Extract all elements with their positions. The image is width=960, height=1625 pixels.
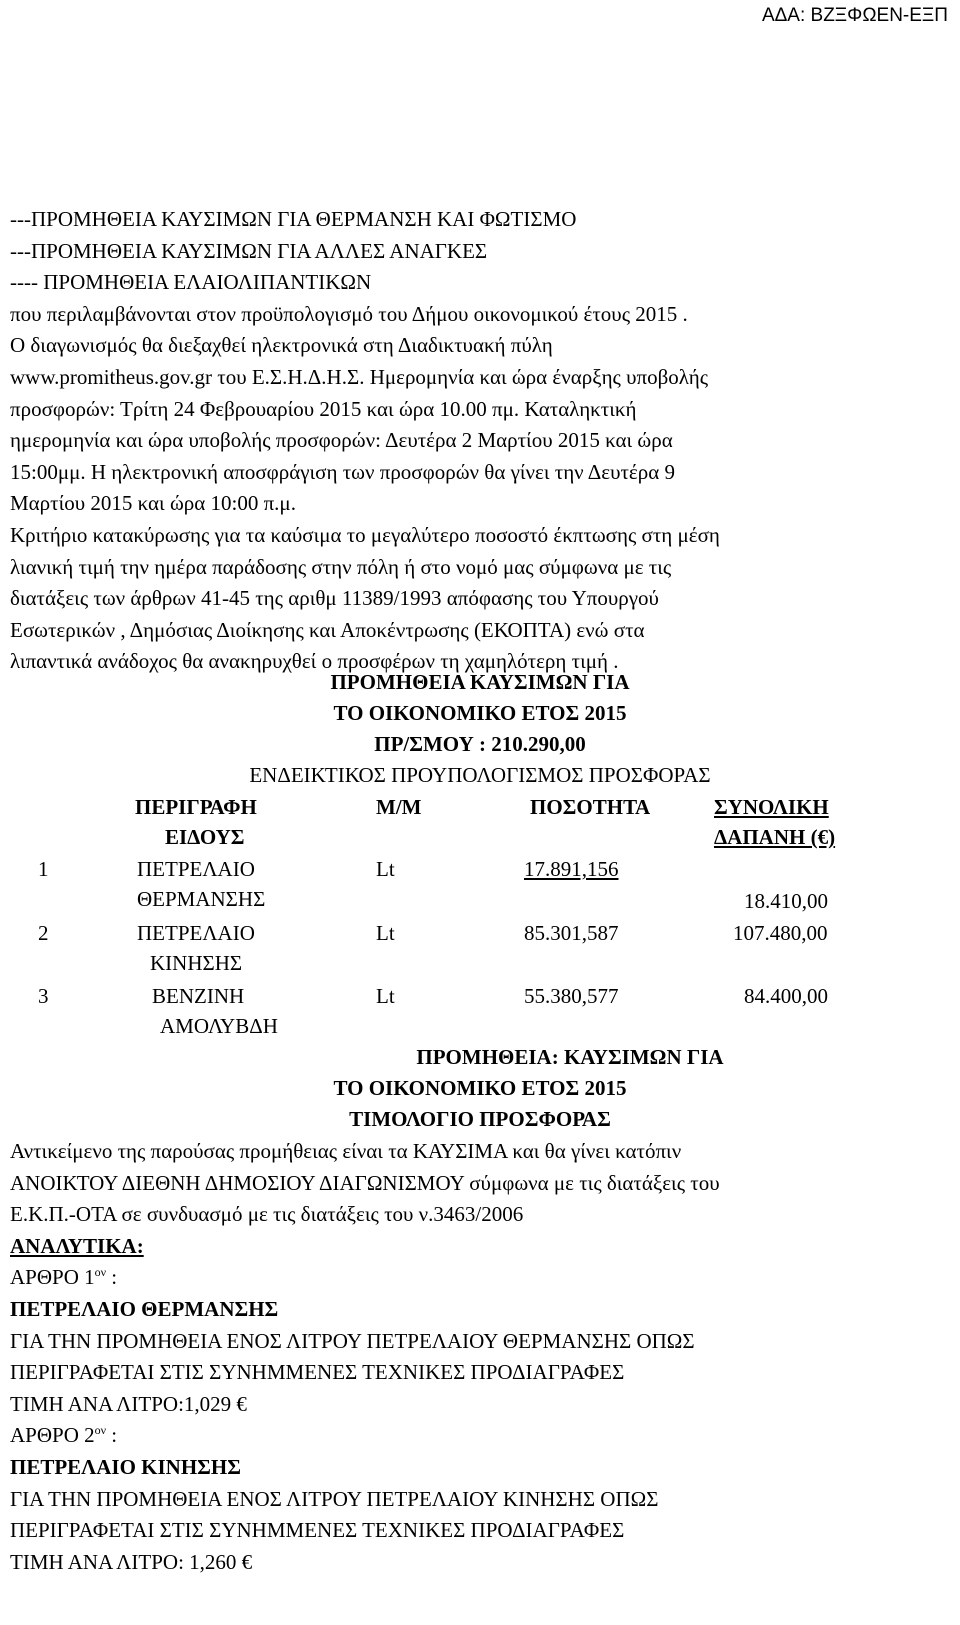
body-line: ΑΝΟΙΚΤΟΥ ΔΙΕΘΝΗ ΔΗΜΟΣΙΟΥ ΔΙΑΓΩΝΙΣΜΟΥ σύμφωνα με τις διατάξεις του xyxy=(10,1170,720,1195)
intro-line: λιπαντικά ανάδοχος θα ανακηρυχθεί ο προσφέρων τη χαμηλότερη τιμή . xyxy=(10,649,619,674)
intro-line: ---ΠΡΟΜΗΘΕΙΑ ΚΑΥΣΙΜΩΝ ΓΙΑ ΑΛΛΕΣ ΑΝΑΓΚΕΣ xyxy=(10,238,488,263)
row-unit: Lt xyxy=(376,921,395,945)
article-1-label xyxy=(10,1262,940,1294)
section2-title-1: ΠΡΟΜΗΘΕΙΑ: ΚΑΥΣΙΜΩΝ ΓΙΑ xyxy=(416,1045,724,1069)
row-desc-2: ΘΕΡΜΑΝΣΗΣ xyxy=(137,887,266,911)
header-desc-1: ΠΕΡΙΓΡΑΦΗ xyxy=(135,795,257,819)
row-desc-1: ΠΕΤΡΕΛΑΙΟ xyxy=(137,921,255,945)
article-1-title: ΠΕΤΡΕΛΑΙΟ ΘΕΡΜΑΝΣΗΣ xyxy=(10,1296,279,1321)
body-line: Ε.Κ.Π.-ΟΤΑ σε συνδυασμό με τις διατάξεις του ν.3463/2006 xyxy=(10,1202,524,1227)
row-unit: Lt xyxy=(376,857,395,881)
intro-line: προσφορών: Τρίτη 24 Φεβρουαρίου 2015 και ώρα 10.00 πμ. Καταληκτική xyxy=(10,396,637,421)
row-total: 18.410,00 xyxy=(744,889,828,913)
intro-line: 15:00μμ. Η ηλεκτρονική αποσφράγιση των προσφορών θα γίνει την Δευτέρα 9 xyxy=(10,459,675,484)
article-2-title: ΠΕΤΡΕΛΑΙΟ ΚΙΝΗΣΗΣ xyxy=(10,1454,241,1479)
article-1-line: ΓΙΑ ΤΗΝ ΠΡΟΜΗΘΕΙΑ ΕΝΟΣ ΛΙΤΡΟΥ ΠΕΤΡΕΛΑΙΟΥ ΘΕΡΜΑΝΣΗΣ ΟΠΩΣ xyxy=(10,1328,695,1353)
intro-text xyxy=(10,204,940,678)
section1-title-1: ΠΡΟΜΗΘΕΙΑ ΚΑΥΣΙΜΩΝ ΓΙΑ xyxy=(330,670,630,694)
row-number: 2 xyxy=(38,921,49,945)
row-qty: 85.301,587 xyxy=(524,921,619,945)
intro-line: Κριτήριο κατακύρωσης για τα καύσιμα το μεγαλύτερο ποσοστό έκπτωσης στη μέση xyxy=(10,522,720,547)
intro-line: ---- ΠΡΟΜΗΘΕΙΑ ΕΛΑΙΟΛΙΠΑΝΤΙΚΩΝ xyxy=(10,270,372,295)
article-1-price: ΤΙΜΗ ΑΝΑ ΛΙΤΡΟ:1,029 € xyxy=(10,1391,247,1416)
article-1-suffix: ον xyxy=(94,1265,107,1280)
section1-subtitle: ΕΝΔΕΙΚΤΙΚΟΣ ΠΡΟΥΠΟΛΟΓΙΣΜΟΣ ΠΡΟΣΦΟΡΑΣ xyxy=(249,763,711,787)
row-number: 1 xyxy=(38,857,49,881)
row-total: 107.480,00 xyxy=(733,921,828,945)
section2-title-2: ΤΟ ΟΙΚΟΝΟΜΙΚΟ ΕΤΟΣ 2015 xyxy=(333,1076,627,1100)
header-desc-2: ΕΙΔΟΥΣ xyxy=(165,825,245,849)
section1-title-3: ΠΡ/ΣΜΟΥ : 210.290,00 xyxy=(374,732,586,756)
row-desc-1: ΒΕΝΖΙΝΗ xyxy=(152,984,245,1008)
intro-line: διατάξεις των άρθρων 41-45 της αριθμ 11389/1993 απόφασης του Υπουργού xyxy=(10,586,659,611)
intro-line: Ο διαγωνισμός θα διεξαχθεί ηλεκτρονικά στη Διαδικτυακή πύλη xyxy=(10,333,553,358)
section2-title-3: ΤΙΜΟΛΟΓΙΟ ΠΡΟΣΦΟΡΑΣ xyxy=(349,1107,611,1131)
article-2-line: ΓΙΑ ΤΗΝ ΠΡΟΜΗΘΕΙΑ ΕΝΟΣ ΛΙΤΡΟΥ ΠΕΤΡΕΛΑΙΟΥ ΚΙΝΗΣΗΣ ΟΠΩΣ xyxy=(10,1486,659,1511)
intro-line: ---ΠΡΟΜΗΘΕΙΑ ΚΑΥΣΙΜΩΝ ΓΙΑ ΘΕΡΜΑΝΣΗ ΚΑΙ ΦΩΤΙΣΜΟ xyxy=(10,207,577,231)
article-2-text: ΑΡΘΡΟ 2 xyxy=(10,1423,95,1448)
article-1-line: ΠΕΡΙΓΡΑΦΕΤΑΙ ΣΤΙΣ ΣΥΝΗΜΜΕΝΕΣ ΤΕΧΝΙΚΕΣ ΠΡΟΔΙΑΓΡΑΦΕΣ xyxy=(10,1360,625,1385)
header-total-2: ΔΑΠΑΝΗ (€) xyxy=(714,825,836,849)
article-1-colon: : xyxy=(106,1265,118,1290)
row-desc-2: ΚΙΝΗΣΗΣ xyxy=(150,951,243,975)
body-line: Αντικείμενο της παρούσας προμήθειας είναι τα ΚΑΥΣΙΜΑ και θα γίνει κατόπιν xyxy=(10,1139,682,1163)
header-unit: Μ/Μ xyxy=(376,795,422,819)
row-desc-2: ΑΜΟΛΥΒΔΗ xyxy=(160,1014,278,1038)
row-qty: 17.891,156 xyxy=(524,857,619,881)
header-total-1: ΣΥΝΟΛΙΚΗ xyxy=(714,795,829,819)
header-qty: ΠΟΣΟΤΗΤΑ xyxy=(530,795,651,819)
intro-line: λιανική τιμή την ημέρα παράδοσης στην πόλη ή στο νομό μας σύμφωνα με τις xyxy=(10,554,672,579)
article-2-label xyxy=(10,1420,940,1452)
intro-line: ημερομηνία και ώρα υποβολής προσφορών: Δευτέρα 2 Μαρτίου 2015 και ώρα xyxy=(10,428,673,453)
article-2-line: ΠΕΡΙΓΡΑΦΕΤΑΙ ΣΤΙΣ ΣΥΝΗΜΜΕΝΕΣ ΤΕΧΝΙΚΕΣ ΠΡΟΔΙΑΓΡΑΦΕΣ xyxy=(10,1518,625,1543)
intro-line: Εσωτερικών , Δημόσιας Διοίκησης και Αποκέντρωσης (ΕΚΟΠΤΑ) ενώ στα xyxy=(10,617,645,642)
row-qty: 55.380,577 xyxy=(524,984,619,1008)
intro-line: που περιλαμβάνονται στον προϋπολογισμό του Δήμου οικονομικού έτους 2015 . xyxy=(10,301,688,326)
row-desc-1: ΠΕΤΡΕΛΑΙΟ xyxy=(137,857,255,881)
article-2-suffix: ον xyxy=(94,1423,107,1438)
row-number: 3 xyxy=(38,984,49,1008)
article-2-price: ΤΙΜΗ ΑΝΑ ΛΙΤΡΟ: 1,260 € xyxy=(10,1549,253,1574)
section1-title-2: ΤΟ ΟΙΚΟΝΟΜΙΚΟ ΕΤΟΣ 2015 xyxy=(333,701,627,725)
row-total: 84.400,00 xyxy=(744,984,828,1008)
article-1-text: ΑΡΘΡΟ 1 xyxy=(10,1265,95,1290)
offer-body xyxy=(10,1136,940,1578)
article-2-colon: : xyxy=(106,1423,118,1448)
row-unit: Lt xyxy=(376,984,395,1008)
ada-code: ΑΔΑ: ΒΖΞΦΩΕΝ-ΕΞΠ xyxy=(761,5,948,26)
intro-line: Μαρτίου 2015 και ώρα 10:00 π.μ. xyxy=(10,491,296,516)
analytika-heading: ΑΝΑΛΥΤΙΚΑ: xyxy=(10,1233,144,1258)
intro-line: www.promitheus.gov.gr του Ε.Σ.Η.Δ.Η.Σ. Ημερομηνία και ώρα έναρξης υποβολής xyxy=(10,364,709,389)
